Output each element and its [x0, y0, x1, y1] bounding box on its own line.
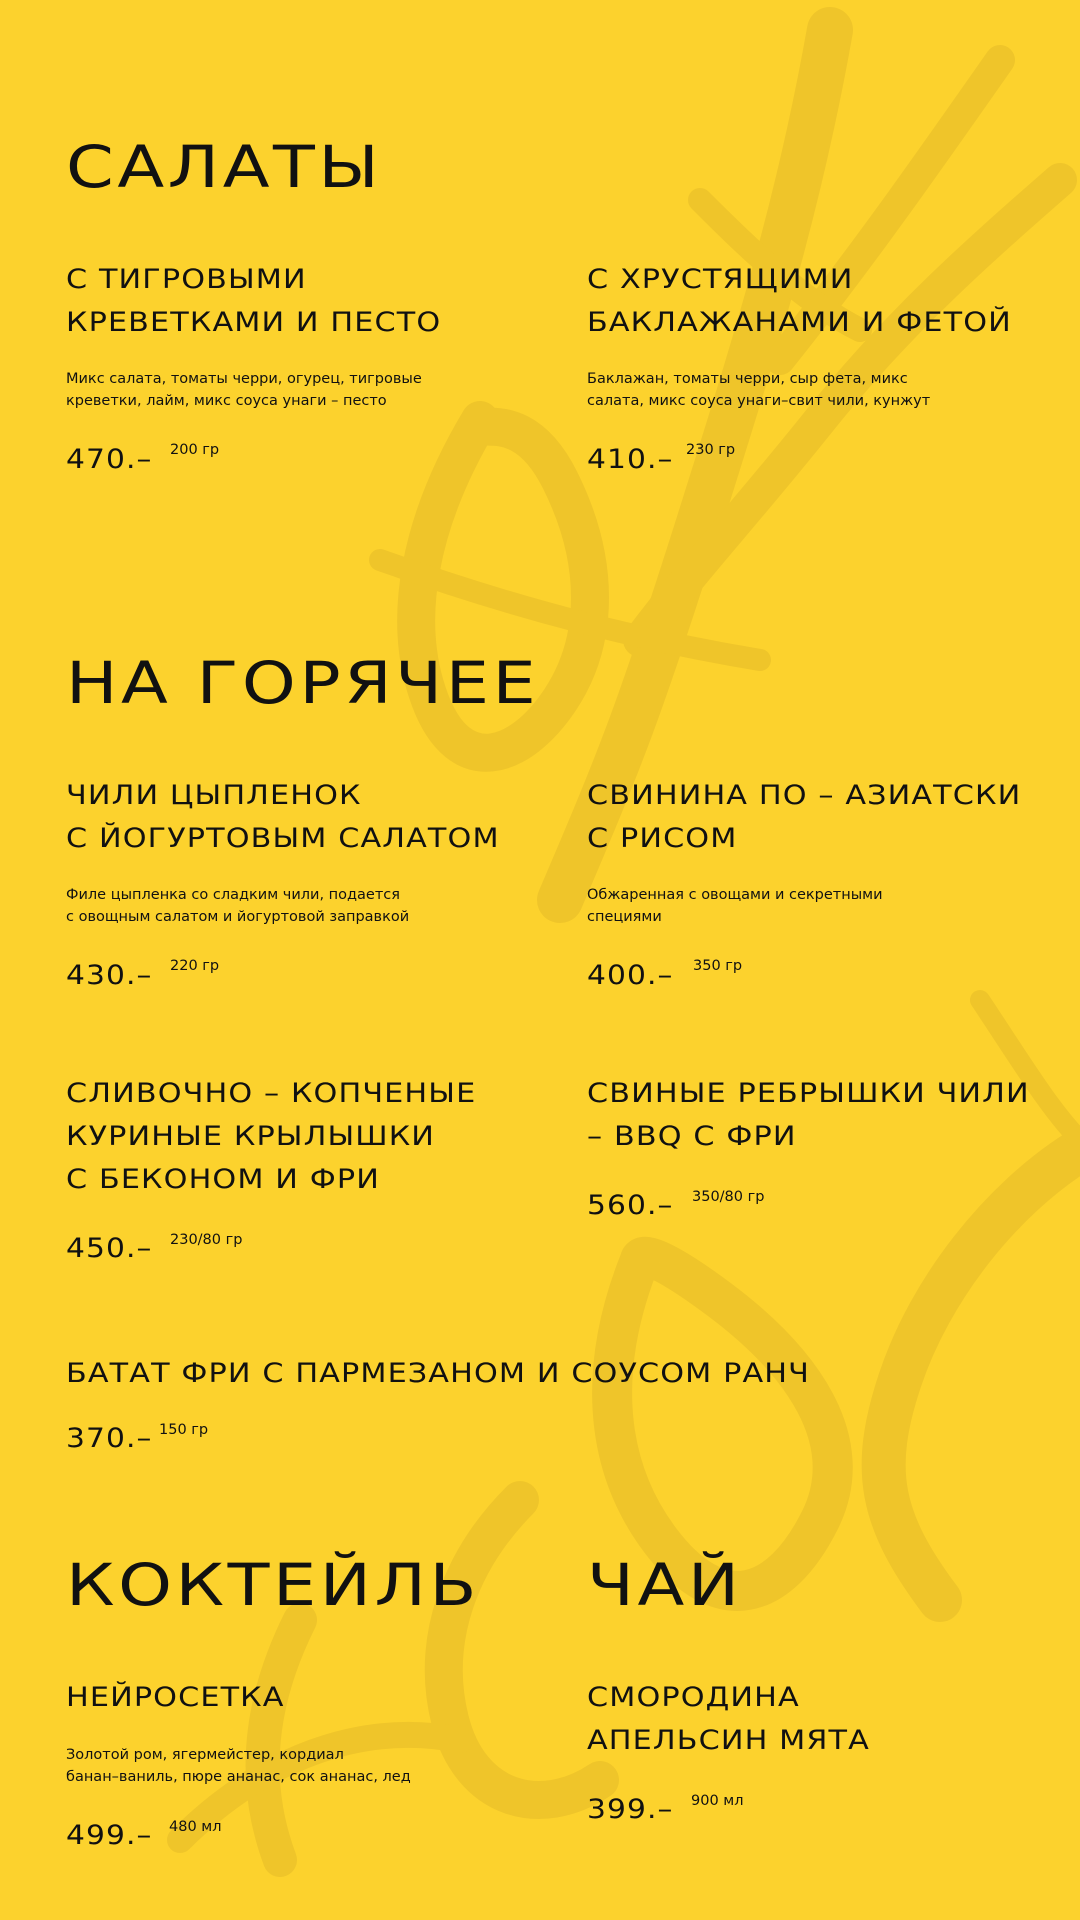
dish-weight: 220 гр — [170, 958, 220, 974]
dish-price: 399.– — [587, 1794, 674, 1825]
dish-description: Баклажан, томаты черри, сыр фета, микс салата, микс соуса унаги–свит чили, кунжут — [587, 371, 931, 409]
dish-price: 499.– — [66, 1820, 153, 1851]
dish-price: 560.– — [587, 1190, 674, 1221]
dish-weight: 230 гр — [686, 442, 736, 458]
dish-name: СЛИВОЧНО – КОПЧЕНЫЕ КУРИНЫЕ КРЫЛЫШКИ С БЕКОНОМ И ФРИ — [66, 1078, 477, 1195]
dish-name: С ТИГРОВЫМИ КРЕВЕТКАМИ И ПЕСТО — [66, 264, 442, 338]
dish-name: СВИНИНА ПО – АЗИАТСКИ С РИСОМ — [587, 780, 1022, 854]
dish-weight: 350 гр — [693, 958, 743, 974]
section-title-tea: ЧАЙ — [587, 1551, 743, 1619]
dish-name: ЧИЛИ ЦЫПЛЕНОК С ЙОГУРТОВЫМ САЛАТОМ — [66, 780, 500, 854]
dish-description: Обжаренная с овощами и секретными специями — [587, 887, 883, 925]
dish-name: БАТАТ ФРИ С ПАРМЕЗАНОМ И СОУСОМ РАНЧ — [66, 1358, 810, 1389]
dish-description: Золотой ром, ягермейстер, кордиал банан–ваниль, пюре ананас, сок ананас, лед — [66, 1747, 411, 1785]
dish-weight: 200 гр — [170, 442, 220, 458]
section-title-hot: НА ГОРЯЧЕЕ — [66, 649, 540, 717]
dish-price: 430.– — [66, 960, 153, 991]
dish-price: 410.– — [587, 444, 674, 475]
dish-name: С ХРУСТЯЩИМИ БАКЛАЖАНАМИ И ФЕТОЙ — [587, 264, 1012, 338]
dish-price: 370.– — [66, 1423, 153, 1454]
dish-weight: 230/80 гр — [170, 1232, 243, 1248]
dish-description: Филе цыпленка со сладким чили, подается с овощным салатом и йогуртовой заправкой — [66, 887, 410, 925]
dish-price: 470.– — [66, 444, 153, 475]
dish-price: 400.– — [587, 960, 674, 991]
dish-weight: 900 мл — [691, 1793, 744, 1809]
section-title-salads: САЛАТЫ — [66, 133, 383, 201]
dish-description: Микс салата, томаты черри, огурец, тигровые креветки, лайм, микс соуса унаги – песто — [66, 371, 422, 409]
dish-name: НЕЙРОСЕТКА — [66, 1682, 285, 1713]
dish-weight: 480 мл — [169, 1819, 222, 1835]
dish-price: 450.– — [66, 1233, 153, 1264]
dish-weight: 350/80 гр — [692, 1189, 765, 1205]
dish-name: СВИНЫЕ РЕБРЫШКИ ЧИЛИ – BBQ С ФРИ — [587, 1078, 1030, 1152]
dish-weight: 150 гр — [159, 1422, 209, 1438]
dish-name: СМОРОДИНА АПЕЛЬСИН МЯТА — [587, 1682, 870, 1756]
section-title-cocktail: КОКТЕЙЛЬ — [66, 1551, 481, 1619]
